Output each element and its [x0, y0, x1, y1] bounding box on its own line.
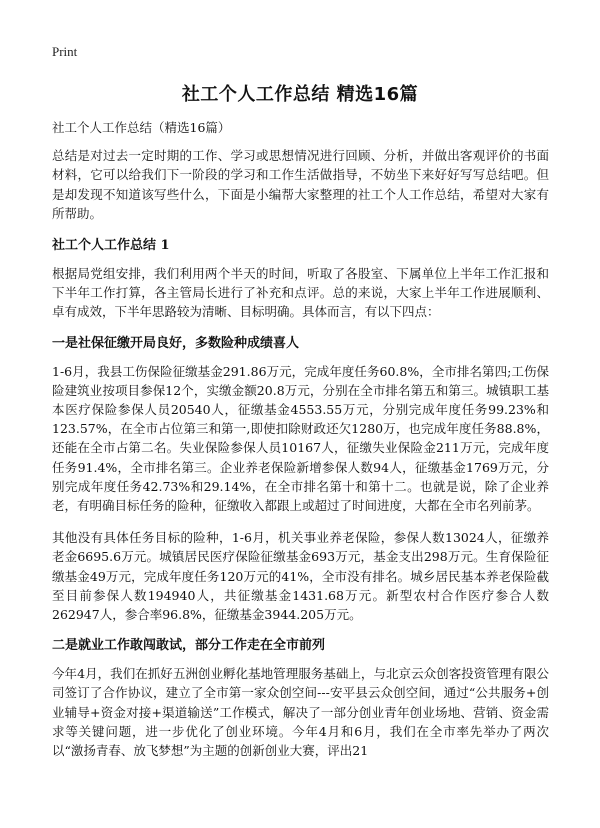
- point-paragraph: 1-6月，我县工伤保险征缴基金291.86万元，完成年度任务60.8%，全市排名第四;工伤保险建筑业按项目参保12个，实缴金额20.8万元，分别在全市排名第五和第三。城镇职工基本医疗保险参保人员20540人，征缴基金4553.55万元，分别完成年度任务99.23%和123.57%，在全市占位第三和第一,即使扣除财政还欠1280万，也完成年度任务88.8%，还能在全市占第二名。失业保险参保人员10167人，征缴失业保险金211万元，完成年度任务91.4%，全市排名第三。企业养老保险新增参保人数94人，征缴基金1769万元，分别完成年度任务42.73%和29.14%，在全市排名第十和第十二。也就是说，除了企业养老，有明确目标任务的险种，征缴收入都跟上或超过了时间进度，大都在全市名列前茅。: [52, 363, 549, 514]
- section-heading: 社工个人工作总结 1: [52, 238, 170, 254]
- print-link[interactable]: Print: [52, 44, 78, 59]
- point-paragraph: 其他没有具体任务目标的险种，1-6月，机关事业养老保险，参保人数13024人，征缴养老金6695.6万元。城镇居民医疗保险征缴基金693万元，基金支出298万元。生育保险征缴基金49万元，完成年度任务120万元的41%，全市没有排名。城乡居民基本养老保险截至目前参保人数194940人，共征缴基金1431.68万元。新型农村合作医疗参合人数262947人，参合率96.8%，征缴基金3944.205万元。: [52, 530, 549, 623]
- article-subtitle: 社工个人工作总结（精选16篇）: [52, 120, 231, 135]
- point-heading: 二是就业工作敢闯敢试，部分工作走在全市前列: [52, 638, 326, 654]
- point-heading: 一是社保征缴开局良好，多数险种成绩喜人: [52, 335, 300, 351]
- article-body: [52, 118, 549, 773]
- intro-paragraph: 总结是对过去一定时期的工作、学习或思想情况进行回顾、分析，并做出客观评价的书面材料，它可以给我们下一阶段的学习和工作生活做指导，不妨坐下来好好写写总结吧。但是却发现不知道该写些什么，下面是小编帮大家整理的社工个人工作总结，希望对大家有所帮助。: [52, 148, 549, 221]
- page-title: 社工个人工作总结 精选16篇: [181, 84, 419, 105]
- point-paragraph: 今年4月，我们在抓好五洲创业孵化基地管理服务基础上，与北京云众创客投资管理有限公司签订了合作协议，建立了全市第一家众创空间---安平县云众创空间，通过“公共服务+创业辅导+资金对接+渠道输送”工作模式，解决了一部分创业青年创业场地、营销、资金需求等关键问题，进一步优化了创业环境。今年4月和6月，我们在全市率先举办了两次以“激扬青春、放飞梦想”为主题的创新创业大赛，评出21: [52, 666, 549, 759]
- section-paragraph: 根据局党组安排，我们利用两个半天的时间，听取了各股室、下属单位上半年工作汇报和下半年工作打算，各主管局长进行了补充和点评。总的来说，大家上半年工作进展顺利、卓有成效，下半年思路较为清晰、目标明确。具体而言，有以下四点：: [52, 266, 549, 320]
